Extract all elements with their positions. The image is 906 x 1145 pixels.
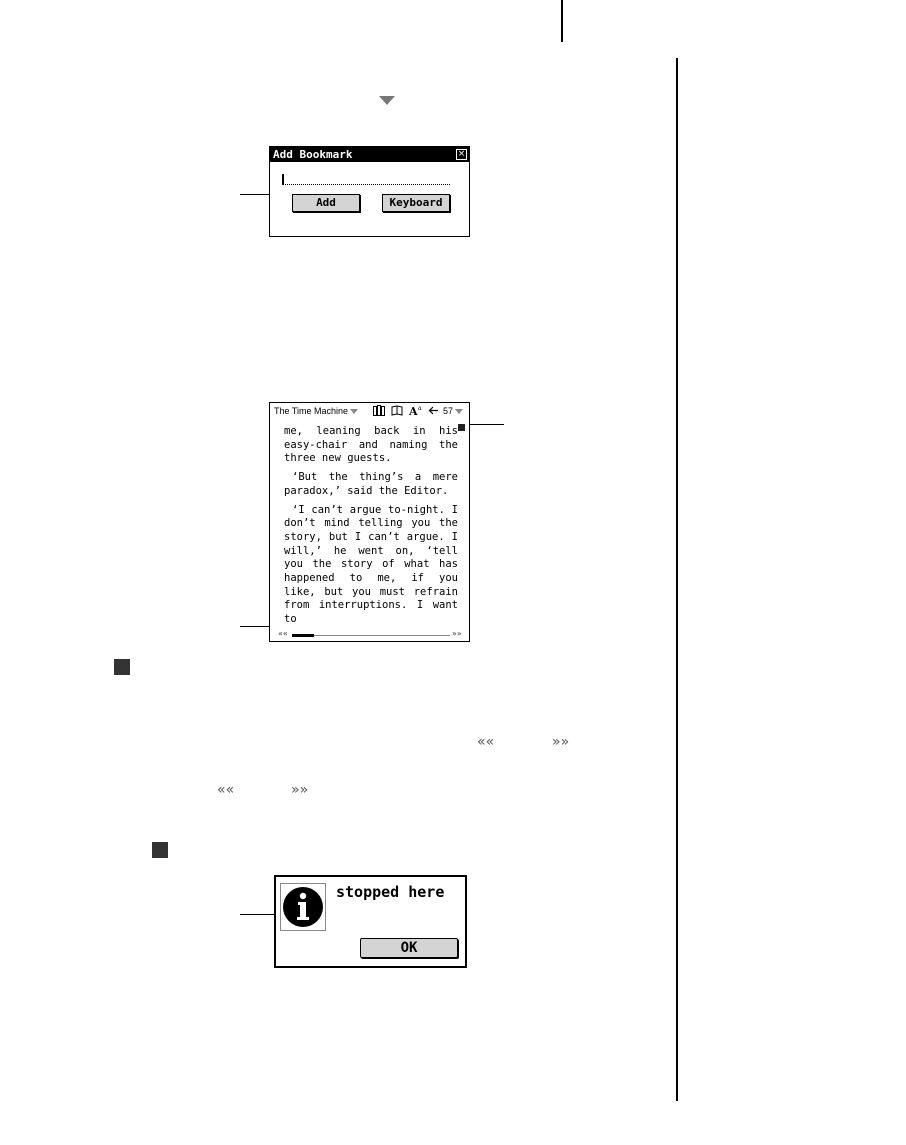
- progress-fill: [292, 634, 314, 637]
- book-text: [284, 425, 458, 632]
- bookmark-marker-icon[interactable]: [458, 424, 465, 431]
- next-page-icon: »»: [291, 782, 309, 798]
- info-message: stopped here: [336, 883, 445, 901]
- bookmark-marker-icon: [152, 842, 168, 858]
- progress-track[interactable]: [292, 635, 450, 636]
- callout-line: [240, 194, 269, 195]
- info-dialog: [274, 875, 467, 968]
- reader-screen: [269, 402, 470, 642]
- book-title: The Time Machine: [274, 406, 349, 416]
- book-title-menu[interactable]: [274, 406, 358, 416]
- paragraph: me, leaning back in his easy-chair and naming the three new guests.: [284, 425, 458, 465]
- next-page-icon: »»: [552, 734, 570, 750]
- margin-rule: [676, 58, 678, 1101]
- chevron-down-icon: [350, 409, 358, 414]
- dialog-title: Add Bookmark: [270, 147, 469, 162]
- callout-line: [468, 424, 504, 425]
- svg-text:A: A: [409, 405, 418, 416]
- top-rule: [561, 0, 563, 42]
- prev-page-arrow[interactable]: ««: [278, 629, 288, 638]
- page-number: 57: [443, 406, 454, 416]
- ok-button[interactable]: OK: [360, 938, 458, 958]
- chevron-down-icon: [455, 409, 463, 414]
- add-button[interactable]: Add: [292, 194, 360, 212]
- font-size-icon[interactable]: [409, 404, 423, 416]
- prev-page-icon: ««: [217, 782, 235, 798]
- page-number-menu[interactable]: [443, 406, 463, 416]
- bookmark-book-icon[interactable]: [391, 405, 403, 416]
- info-icon: [280, 883, 326, 931]
- text-cursor: [282, 174, 284, 185]
- menu-triangle-icon: [378, 95, 396, 107]
- paragraph: ‘But the thing’s a mere paradox,’ said the Editor.: [284, 471, 458, 497]
- keyboard-button[interactable]: Keyboard: [382, 194, 450, 212]
- callout-line: [240, 914, 274, 915]
- back-arrow-icon[interactable]: [428, 406, 439, 415]
- bookmark-marker-icon: [114, 659, 130, 675]
- svg-text:a: a: [418, 405, 422, 412]
- close-box-icon[interactable]: ×: [457, 149, 466, 159]
- add-bookmark-dialog: [269, 146, 470, 237]
- next-page-arrow[interactable]: »»: [452, 629, 462, 638]
- bookshelf-icon[interactable]: [373, 405, 385, 416]
- prev-page-icon: ««: [477, 734, 495, 750]
- bookmark-name-input[interactable]: [282, 174, 450, 185]
- paragraph: ‘I can’t argue to-night. I don’t mind telling you the story, but I can’t argue. I will,’ he went on, ‘tell you the story of what has happened to me, if you like, but you must refrain from interruptions. I want to: [284, 503, 458, 626]
